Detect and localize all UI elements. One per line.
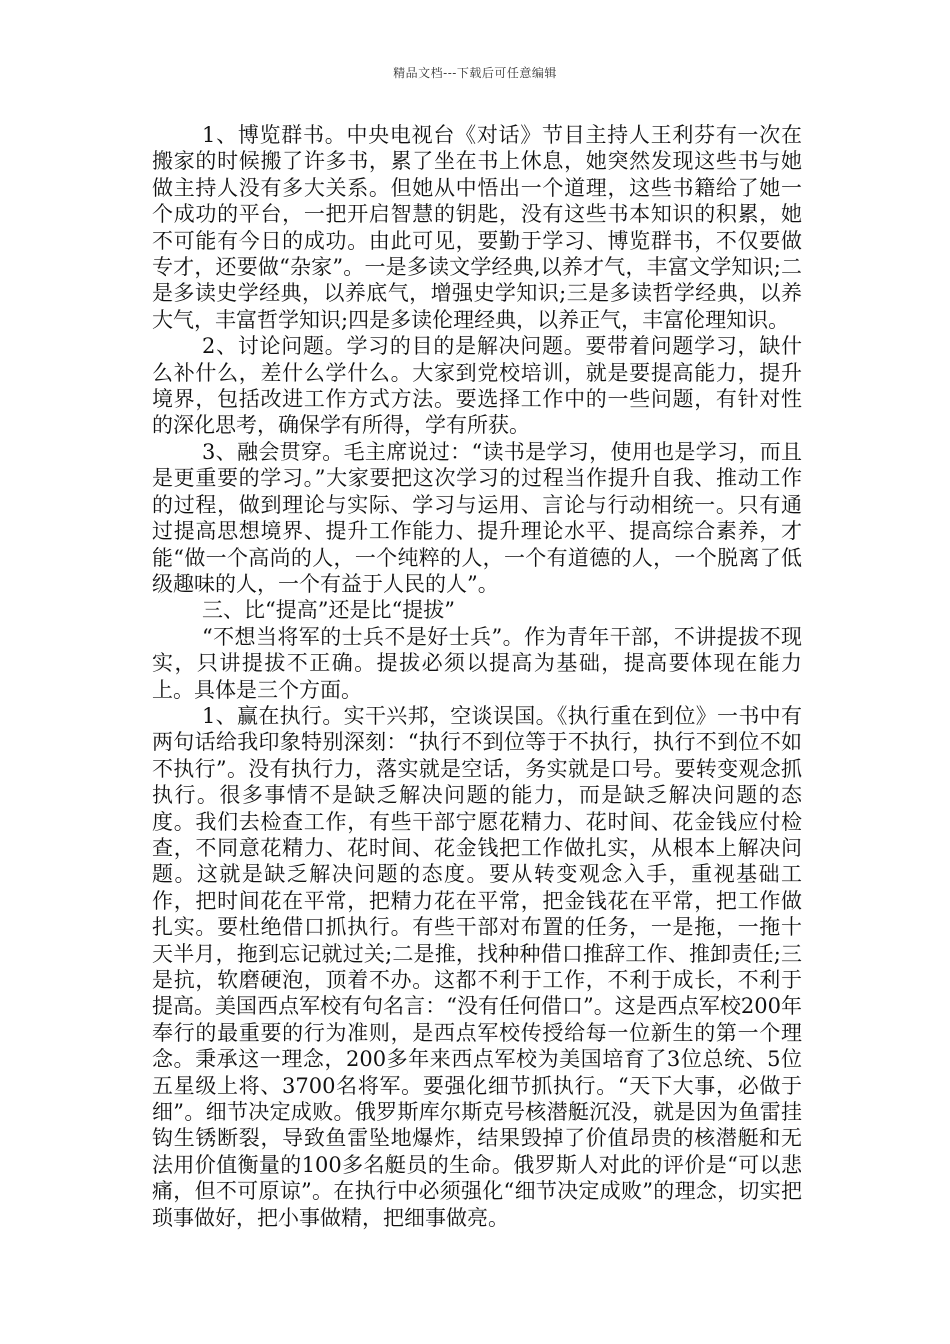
paragraph-integrate: 3、融会贯穿。毛主席说过：“读书是学习，使用也是学习，而且是更重要的学习。”大家要把这次学习的过程当作提升自我、推动工作的过程，做到理论与实际、学习与运用、言论与行动相统一。只有通过提高思想境界、提升工作能力、提升理论水平、提高综合素养，才能“做一个高尚的人，一个纯粹的人，一个有道德的人，一个脱离了低级趣味的人，一个有益于人民的人”。: [152, 439, 802, 596]
paragraph-win-in-execution: 1、赢在执行。实干兴邦，空谈误国。《执行重在到位》一书中有两句话给我印象特别深刻：“执行不到位等于不执行，执行不到位不如不执行”。没有执行力，落实就是空话，务实就是口号。要转变观念抓执行。很多事情不是缺乏解决问题的能力，而是缺乏解决问题的态度。我们去检查工作，有些干部宁愿花精力、花时间、花金钱应付检查，不同意花精力、花时间、花金钱把工作做扎实，从根本上解决问题。这就是缺乏解决问题的态度。要从转变观念入手，重视基础工作，把时间花在平常，把精力花在平常，把金钱花在平常，把工作做扎实。要杜绝借口抓执行。有些干部对布置的任务，一是拖，一拖十天半月，拖到忘记就过关;二是推，找种种借口推辞工作、推卸责任;三是抗，软磨硬泡，顶着不办。这都不利于工作，不利于成长，不利于提高。美国西点军校有句名言：“没有任何借口”。这是西点军校200年奉行的最重要的行为准则，是西点军校传授给每一位新生的第一个理念。秉承这一理念，200多年来西点军校为美国培育了3位总统、5位五星级上将、3700名将军。要强化细节抓执行。“天下大事，必做于细”。细节决定成败。俄罗斯库尔斯克号核潜艇沉没，就是因为鱼雷挂钩生锈断裂，导致鱼雷坠地爆炸，结果毁掉了价值昂贵的核潜艇和无法用价值衡量的100多名艇员的生命。俄罗斯人对此的评价是“可以悲痛，但不可原谅”。在执行中必须强化“细节决定成败”的理念，切实把琐事做好，把小事做精，把细事做亮。: [152, 703, 802, 1230]
paragraph-section-intro: “不想当将军的士兵不是好士兵”。作为青年干部，不讲提拔不现实，只讲提拔不正确。提拔必须以提高为基础，提高要体现在能力上。具体是三个方面。: [152, 624, 802, 702]
paragraph-read-widely: 1、博览群书。中央电视台《对话》节目主持人王利芬有一次在搬家的时候搬了许多书，累了坐在书上休息，她突然发现这些书与她做主持人没有多大关系。但她从中悟出一个道理，这些书籍给了她一个成功的平台，一把开启智慧的钥匙，没有这些书本知识的积累，她不可能有今日的成功。由此可见，要勤于学习、博览群书，不仅要做专才，还要做“杂家”。一是多读文学经典,以养才气，丰富文学知识;二是多读史学经典，以养底气，增强史学知识;三是多读哲学经典，以养大气，丰富哲学知识;四是多读伦理经典，以养正气，丰富伦理知识。: [152, 123, 802, 332]
document-body: [152, 122, 802, 1231]
page-header: 精品文档---下载后可任意编辑: [393, 66, 557, 80]
paragraph-discuss-problems: 2、讨论问题。学习的目的是解决问题。要带着问题学习，缺什么补什么，差什么学什么。大家到党校培训，就是要提高能力，提升境界，包括改进工作方式方法。要选择工作中的一些问题，有针对性的深化思考，确保学有所得，学有所获。: [152, 334, 802, 438]
section-heading-3: 三、比“提高”还是比“提拔”: [202, 598, 455, 623]
